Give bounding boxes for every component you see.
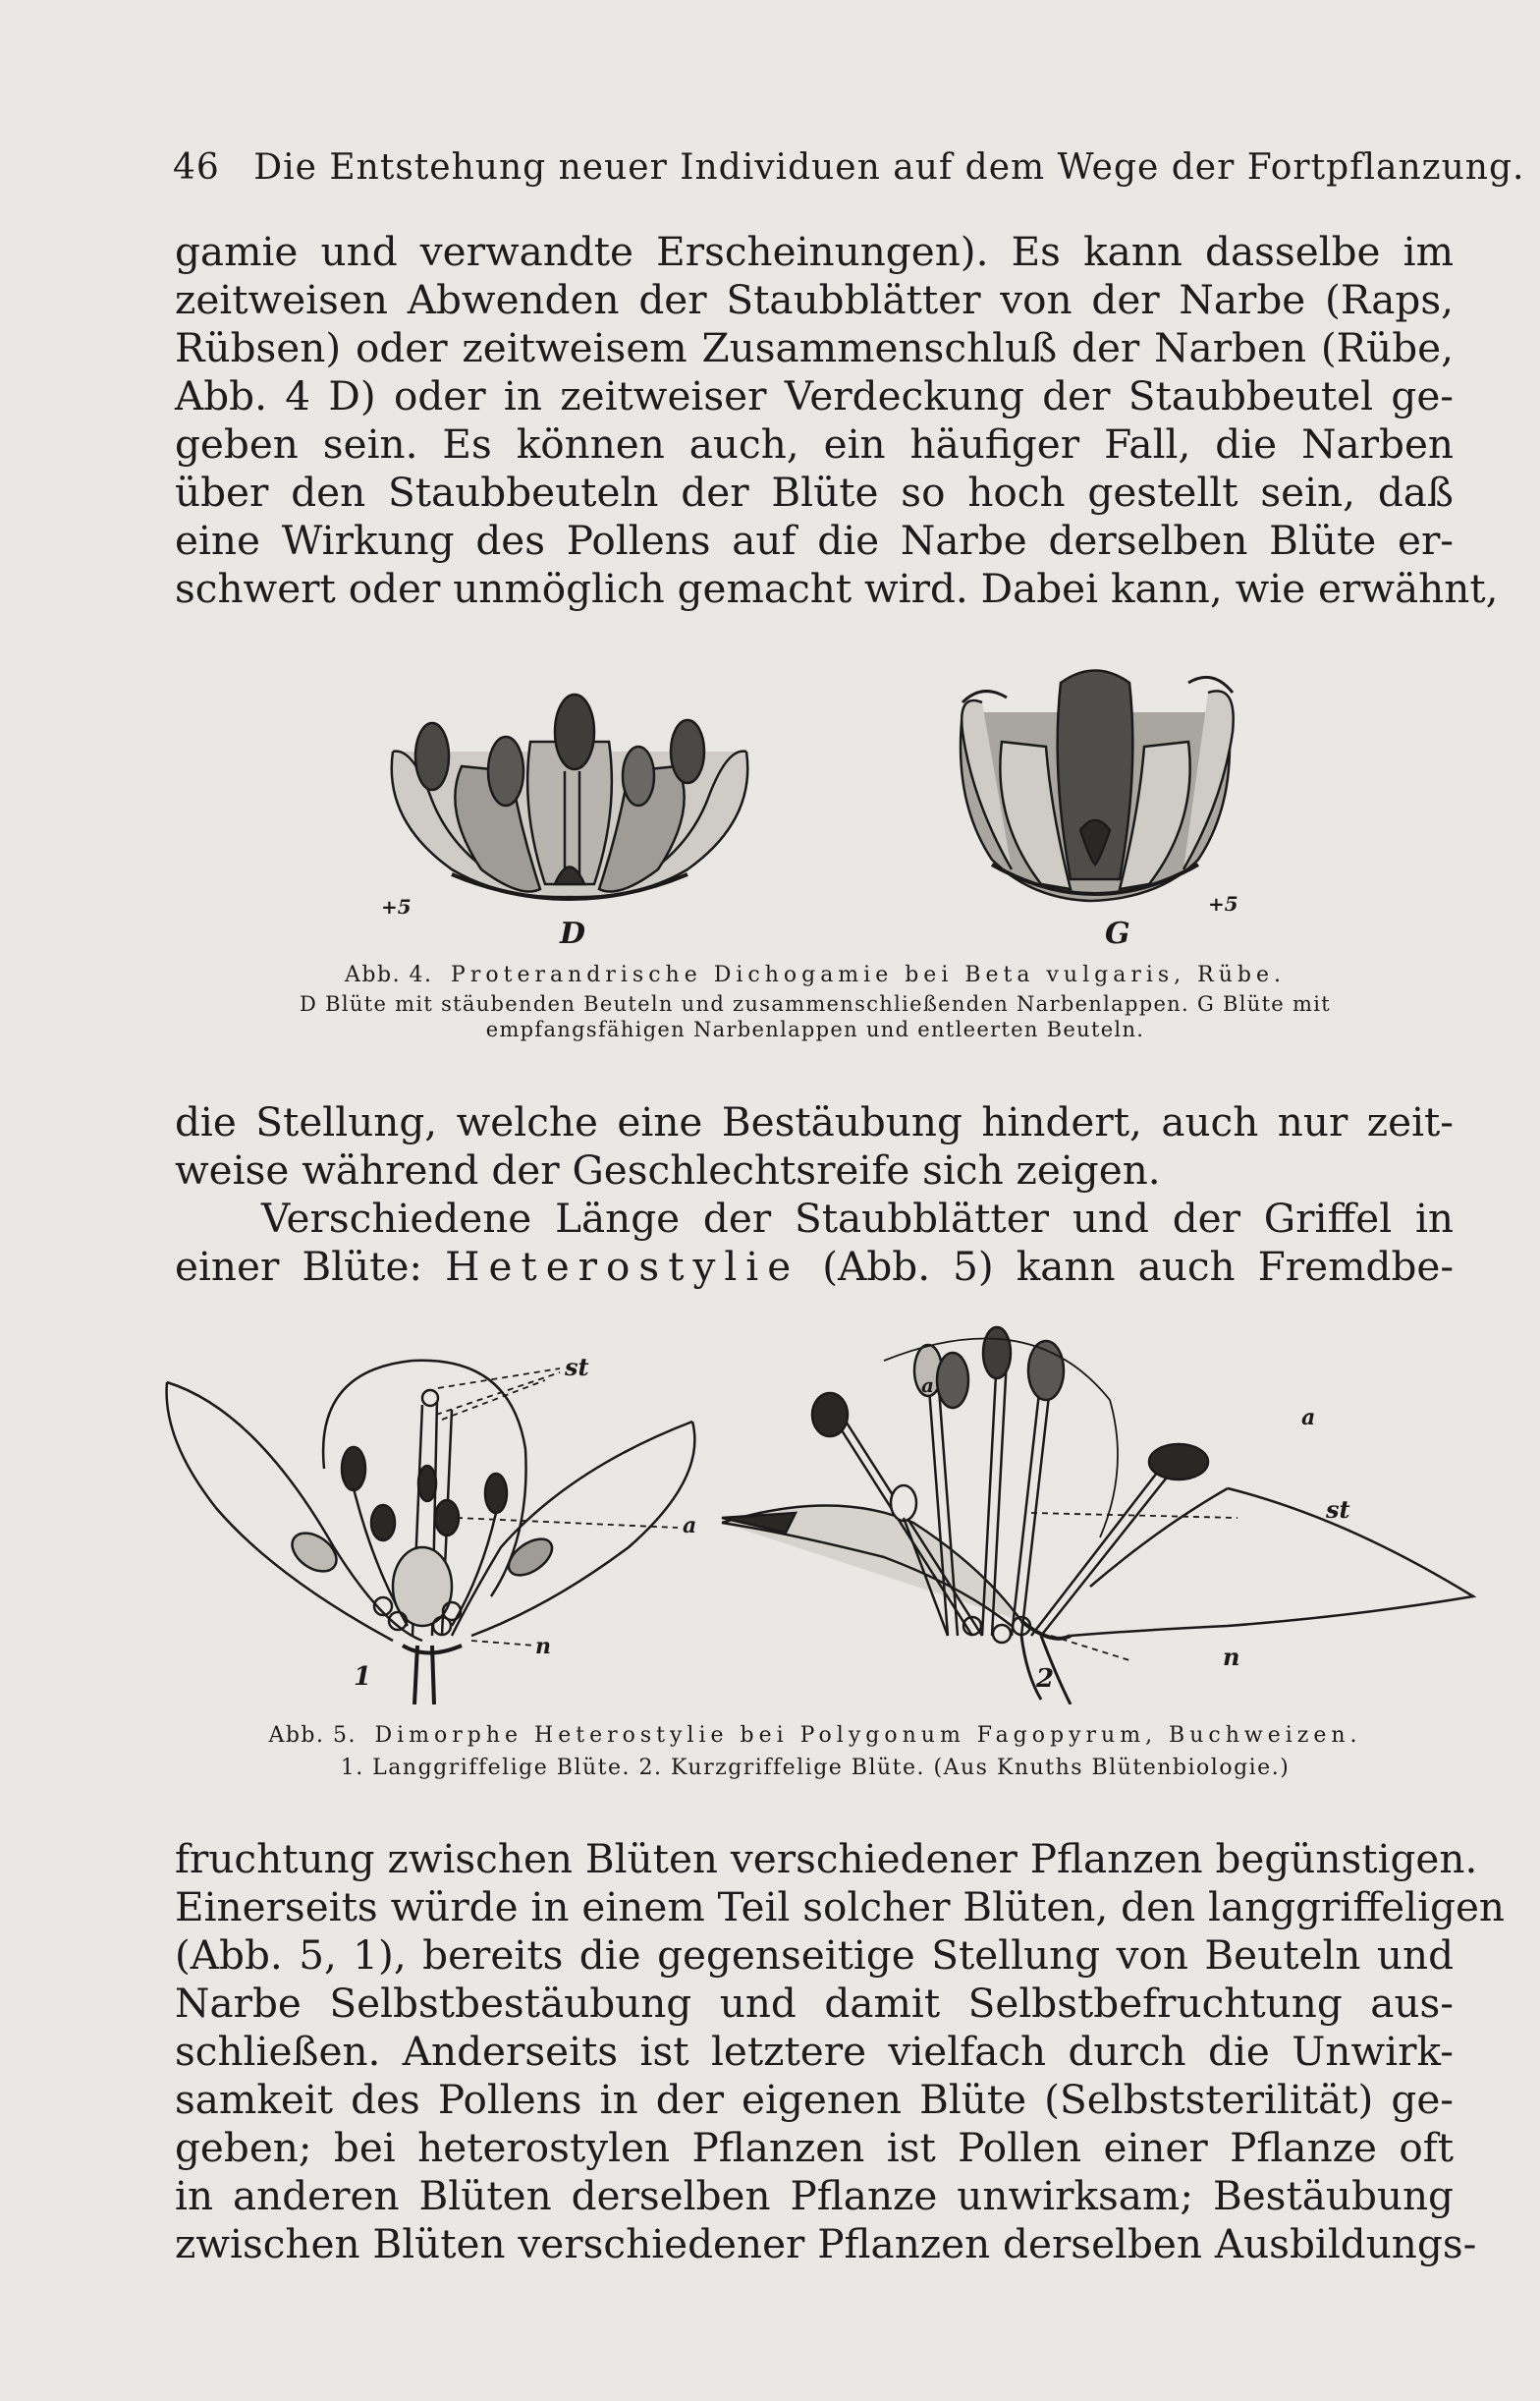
text-line: eine Wirkung des Pollens auf die Narbe derselben Blüte er- [175,517,1454,564]
figure-label-g: G [1105,917,1130,951]
figure-label-2: 2 [1036,1664,1055,1694]
text-line: über den Staubbeuteln der Blüte so hoch gestellt sein, daß [175,469,1454,516]
text-line: zeitweisen Abwenden der Staubblätter von der Narbe (Raps, [175,276,1454,323]
text-line: geben sein. Es können auch, ein häufiger Fall, die Narben [175,420,1454,468]
text-line: samkeit des Pollens in der eigenen Blüte (Selbststerilität) ge- [175,2076,1454,2123]
figure-4-illustration [373,653,1257,958]
figure-5-caption-line-1 [172,1723,1458,1748]
text-line: (Abb. 5, 1), bereits die gegenseitige Stellung von Beuteln und [175,1931,1454,1979]
text-line: Einerseits würde in einem Teil solcher Blüten, den langgriffeligen [175,1883,1506,1930]
page-number: 46 [173,147,220,188]
flower-2-drawing [722,1327,1473,1704]
figure-4-caption-label: Abb. 4. [345,963,433,987]
figure-4-caption-title: Proterandrische Dichogamie bei Beta vulgaris, Rübe. [451,963,1286,987]
magnification-g-label: +5 [1208,892,1238,916]
label-st-flower-2: st [1326,1495,1350,1524]
text-fragment: (Abb. 5) kann auch Fremdbe- [822,1243,1455,1290]
text-line: weise während der Geschlechtsreife sich zeigen. [175,1146,1161,1194]
text-line: die Stellung, welche eine Bestäubung hindert, auch nur zeit- [175,1098,1454,1145]
text-line: zwischen Blüten verschiedener Pflanzen derselben Ausbildungs- [175,2220,1477,2267]
text-line: Narbe Selbstbestäubung und damit Selbstbefruchtung aus- [175,1980,1454,2027]
figure-5-caption-label: Abb. 5. [268,1723,357,1748]
figure-label-1: 1 [354,1662,372,1692]
figure-5 [157,1321,1478,1704]
flower-d-drawing [392,695,748,899]
label-a-flower-2-right: a [1301,1405,1316,1430]
label-st-flower-1: st [565,1353,589,1381]
flower-g-drawing [961,671,1234,902]
text-line: schwert oder unmöglich gemacht wird. Dabei kann, wie erwähnt, [175,565,1499,612]
text-line: geben; bei heterostylen Pflanzen ist Pollen einer Pflanze oft [175,2124,1454,2171]
figure-4 [373,653,1257,958]
figure-5-caption-line-2: 1. Langgriffelige Blüte. 2. Kurzgriffelige Blüte. (Aus Knuths Blütenbiologie.) [340,1756,1291,1780]
paragraph-3 [175,1195,1454,1291]
magnification-d-label: +5 [381,895,412,919]
text-line: Rübsen) oder zeitweisem Zusammenschluß der Narben (Rübe, [175,324,1454,371]
text-line: in anderen Blüten derselben Pflanze unwirksam; Bestäubung [175,2172,1454,2219]
label-a-flower-1: a [683,1513,697,1538]
emphasized-term: Heterostylie [445,1243,800,1290]
label-n-flower-2: n [1223,1643,1240,1671]
figure-4-caption-line-3: empfangsfähigen Narbenlappen und entleerten Beuteln. [485,1018,1145,1041]
figure-4-caption-line-2: D Blüte mit stäubenden Beuteln und zusammenschließenden Narbenlappen. G Blüte mit [300,992,1331,1016]
paragraph-1 [175,228,1499,613]
text-line: Verschiedene Länge der Staubblätter und der Griffel in [261,1195,1454,1242]
running-title: Die Entstehung neuer Individuen auf dem Wege der Fortpflanzung. [253,147,1525,188]
figure-4-caption-line-1 [177,963,1454,987]
label-n-flower-1: n [535,1634,551,1659]
running-header [173,147,1525,188]
paragraph-2 [175,1098,1454,1195]
text-line: Abb. 4 D) oder in zeitweiser Verdeckung der Staubbeutel ge- [175,372,1454,419]
text-line: schließen. Anderseits ist letztere vielfach durch die Unwirk- [175,2028,1454,2075]
text-line: gamie und verwandte Erscheinungen). Es kann dasselbe im [175,228,1454,275]
figure-5-illustration [157,1321,1478,1704]
text-line: fruchtung zwischen Blüten verschiedener Pflanzen begünstigen. [175,1835,1478,1882]
figure-5-caption-title: Dimorphe Heterostylie bei Polygonum Fagopyrum, Buchweizen. [374,1723,1362,1748]
paragraph-4 [175,1835,1506,2268]
text-line [175,1243,1454,1291]
label-a-flower-2-top: a [921,1373,934,1397]
text-fragment: einer Blüte: [175,1243,423,1290]
figure-label-d: D [560,917,586,951]
flower-1-drawing [167,1361,695,1704]
